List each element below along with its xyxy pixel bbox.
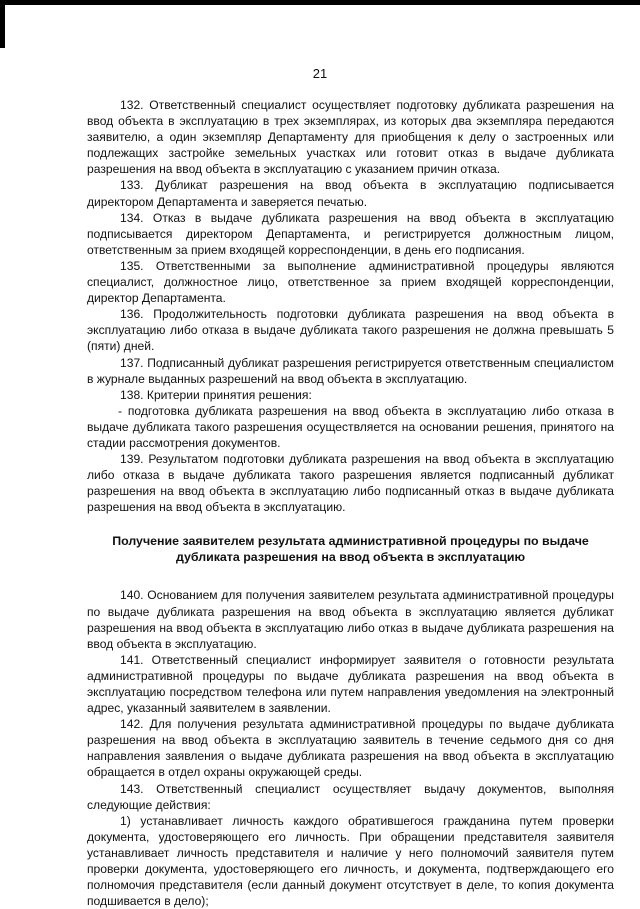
paragraph-135: 135. Ответственными за выполнение административной процедуры являются специалист, должностное лицо, ответственное за прием входящей корреспонденции, директор Департамента. — [87, 258, 614, 306]
page-number: 21 — [312, 66, 328, 81]
paragraph-133: 133. Дубликат разрешения на ввод объекта в эксплуатацию подписывается директором Департамента и заверяется печатью. — [87, 178, 614, 209]
paragraph-139: 139. Результатом подготовки дубликата разрешения на ввод объекта в эксплуатацию либо отказа в выдаче дубликата такого разрешения является подписанный дубликат разрешения на ввод объекта в эксплуатацию либо подписанный отказ в выдаче дубликата разрешения на ввод объекта в эксплуатацию. — [87, 452, 614, 515]
paragraph-137: 137. Подписанный дубликат разрешения регистрируется ответственным специалистом в журнале выданных разрешений на ввод объекта в эксплуатацию. — [87, 355, 614, 386]
section-title: Получение заявителем результата административной процедуры по выдаче дубликата разрешения на ввод объекта в эксплуатацию — [112, 534, 589, 565]
scan-left-border — [0, 0, 5, 48]
paragraph-138: 138. Критерии принятия решения: — [120, 387, 312, 402]
paragraph-136: 136. Продолжительность подготовки дубликата разрешения на ввод объекта в эксплуатацию либо отказа в выдаче дубликата такого разрешения не должна превышать 5 (пяти) дней. — [87, 307, 614, 354]
paragraph-138-item: - подготовка дубликата разрешения на ввод объекта в эксплуатацию либо отказа в выдаче дубликата такого разрешения осуществляется на основании решения, принятого на стадии рассмотрения документов. — [87, 403, 614, 450]
paragraph-143-item-1: 1) устанавливает личность каждого обратившегося гражданина путем проверки документа, удостоверяющего его личность. При обращении представителя заявителя устанавливает личность представителя и наличие у него полномочий заявителя путем проверки документа, удостоверяющего его личность, и документа, подтверждающего его полномочия представителя (если данный документ отсутствует в деле, то копия документа подшивается в дело); — [87, 813, 614, 909]
paragraph-142: 142. Для получения результата административной процедуры по выдаче дубликата разрешения на ввод объекта в эксплуатацию заявитель в течение седьмого дня со дня направления заявления о выдаче дубликата разрешения на ввод объекта в эксплуатацию обращается в отдел охраны окружающей среды. — [87, 717, 614, 780]
scan-top-border — [0, 0, 640, 5]
paragraph-143: 143. Ответственный специалист осуществляет выдачу документов, выполняя следующие действия: — [87, 781, 614, 812]
paragraph-141: 141. Ответственный специалист информирует заявителя о готовности результата административной процедуры по выдаче дубликата разрешения на ввод объекта в эксплуатацию посредством телефона или путем направления уведомления на электронный адрес, указанный заявителем в заявлении. — [87, 652, 614, 716]
paragraph-140: 140. Основанием для получения заявителем результата административной процедуры по выдаче дубликата разрешения на ввод объекта в эксплуатацию является дубликат разрешения на ввод объекта в эксплуатацию либо отказ в выдаче дубликата разрешения на ввод объекта в эксплуатацию. — [87, 588, 614, 651]
document-body — [87, 97, 614, 909]
paragraph-134: 134. Отказ в выдаче дубликата разрешения на ввод объекта в эксплуатацию подписывается директором Департамента, и регистрируется должностным лицом, ответственным за прием входящей корреспонденции, в день его подписания. — [87, 210, 614, 257]
paragraph-132: 132. Ответственный специалист осуществляет подготовку дубликата разрешения на ввод объекта в эксплуатацию в трех экземплярах, из которых два экземпляра передаются заявителю, а один экземпляр Департаменту для приобщения к делу о застроенных или подлежащих застройке земельных участках или готовит отказ в выдаче дубликата разрешения на ввод объекта в эксплуатацию с указанием причин отказа. — [87, 98, 614, 177]
